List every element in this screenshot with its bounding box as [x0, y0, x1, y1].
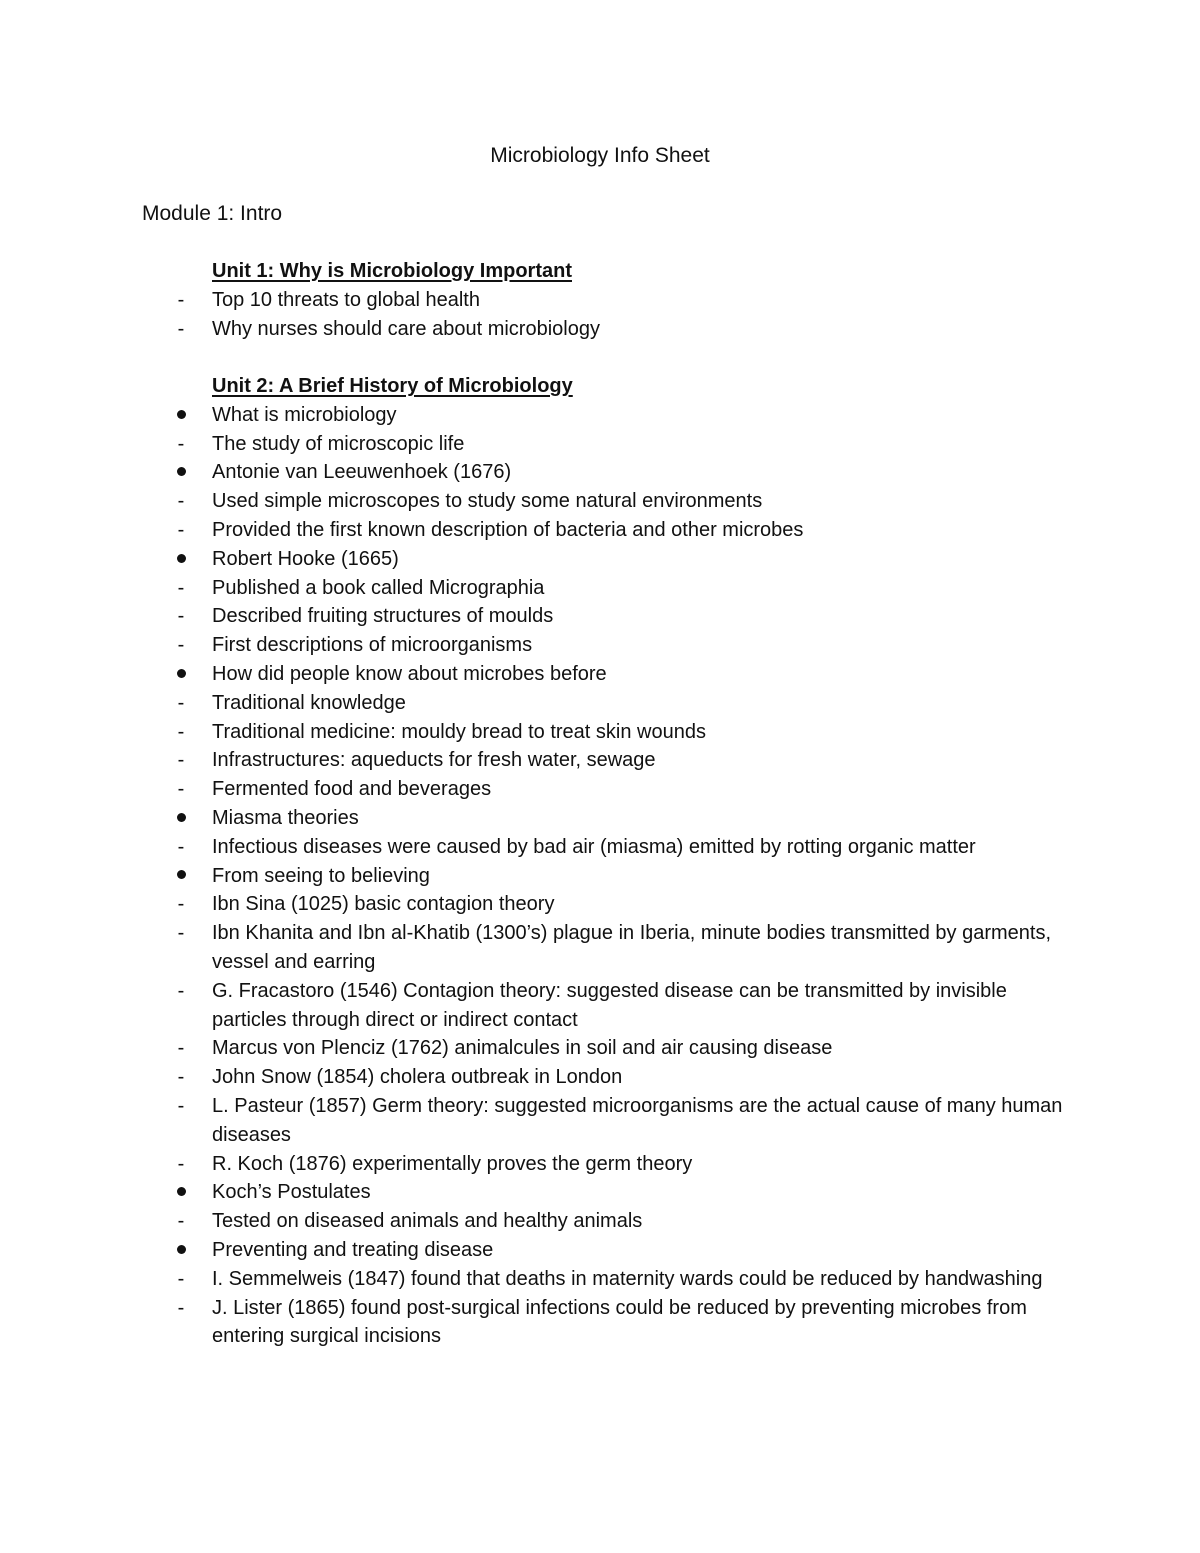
document-title: Microbiology Info Sheet [490, 144, 710, 167]
bullet-list-item [0, 1236, 1200, 1265]
unit-1-list [0, 286, 1200, 344]
list-item-text: J. Lister (1865) found post-surgical infections could be reduced by preventing microbes from entering surgical incisions [212, 1296, 1027, 1348]
dash-list-item [0, 315, 1200, 344]
dash-list-item [0, 1294, 1200, 1352]
bullet-list-item [0, 1178, 1200, 1207]
list-item-text: Koch’s Postulates [212, 1181, 371, 1204]
bullet-icon [174, 862, 188, 891]
bullet-list-item [0, 545, 1200, 574]
dash-marker-icon [174, 919, 188, 948]
dash-marker-icon [174, 833, 188, 862]
list-item-text: Miasma theories [212, 806, 359, 829]
dash-list-item [0, 1150, 1200, 1179]
bullet-list-item [0, 458, 1200, 487]
list-item-text: G. Fracastoro (1546) Contagion theory: suggested disease can be transmitted by invisible particles through direct or indirect contact [212, 979, 1007, 1031]
dash-marker-icon [174, 286, 188, 315]
list-item-text: Preventing and treating disease [212, 1238, 494, 1261]
unit-heading: Unit 2: A Brief History of Microbiology [212, 375, 573, 397]
list-item-text: Marcus von Plenciz (1762) animalcules in soil and air causing disease [212, 1037, 833, 1060]
dash-marker-icon [174, 718, 188, 747]
list-item-text: Ibn Sina (1025) basic contagion theory [212, 893, 555, 916]
dash-marker-icon [174, 1265, 188, 1294]
bullet-icon [174, 804, 188, 833]
dash-marker-icon [174, 1092, 188, 1121]
list-item-text: From seeing to believing [212, 864, 430, 887]
bullet-icon [174, 1236, 188, 1265]
bullet-icon [174, 458, 188, 487]
list-item-text: Robert Hooke (1665) [212, 547, 399, 570]
dash-list-item [0, 689, 1200, 718]
dash-list-item [0, 977, 1200, 1035]
dash-marker-icon [174, 602, 188, 631]
dash-list-item [0, 516, 1200, 545]
dash-marker-icon [174, 516, 188, 545]
list-item-text: John Snow (1854) cholera outbreak in London [212, 1066, 623, 1089]
unit-2-section [0, 372, 1200, 1351]
dash-list-item [0, 1265, 1200, 1294]
unit-2-list [0, 401, 1200, 1351]
dash-marker-icon [174, 487, 188, 516]
dash-marker-icon [174, 746, 188, 775]
dash-marker-icon [174, 1063, 188, 1092]
bullet-icon [174, 1178, 188, 1207]
dash-marker-icon [174, 689, 188, 718]
list-item-text: Tested on diseased animals and healthy animals [212, 1210, 643, 1233]
bullet-list-item [0, 862, 1200, 891]
dash-list-item [0, 430, 1200, 459]
unit-1-section [0, 257, 1200, 343]
bullet-icon [174, 401, 188, 430]
list-item-text: First descriptions of microorganisms [212, 634, 533, 657]
dash-marker-icon [174, 1207, 188, 1236]
list-item-text: I. Semmelweis (1847) found that deaths in maternity wards could be reduced by handwashing [212, 1267, 1043, 1290]
dash-list-item [0, 833, 1200, 862]
list-item-text: R. Koch (1876) experimentally proves the germ theory [212, 1152, 693, 1175]
list-item-text: The study of microscopic life [212, 432, 465, 455]
dash-list-item [0, 775, 1200, 804]
bullet-list-item [0, 660, 1200, 689]
dash-list-item [0, 574, 1200, 603]
dash-list-item [0, 602, 1200, 631]
bullet-list-item [0, 804, 1200, 833]
list-item-text: Traditional medicine: mouldy bread to treat skin wounds [212, 720, 706, 743]
unit-heading: Unit 1: Why is Microbiology Important [212, 260, 572, 282]
dash-marker-icon [174, 1294, 188, 1323]
bullet-icon [174, 660, 188, 689]
list-item-text: Published a book called Micrographia [212, 576, 545, 599]
dash-list-item [0, 919, 1200, 977]
list-item-text: Infrastructures: aqueducts for fresh water, sewage [212, 749, 656, 772]
list-item-text: Provided the first known description of bacteria and other microbes [212, 518, 804, 541]
dash-list-item [0, 487, 1200, 516]
dash-marker-icon [174, 977, 188, 1006]
dash-marker-icon [174, 890, 188, 919]
dash-marker-icon [174, 1034, 188, 1063]
dash-list-item [0, 890, 1200, 919]
list-item-text: Traditional knowledge [212, 691, 406, 714]
dash-list-item [0, 286, 1200, 315]
list-item-text: Ibn Khanita and Ibn al-Khatib (1300’s) plague in Iberia, minute bodies transmitted by garments, vessel and earring [212, 922, 1052, 973]
dash-list-item [0, 746, 1200, 775]
module-title: Module 1: Intro [142, 202, 283, 225]
dash-marker-icon [174, 430, 188, 459]
dash-list-item [0, 718, 1200, 747]
list-item-text: Fermented food and beverages [212, 778, 492, 801]
list-item-text: Infectious diseases were caused by bad air (miasma) emitted by rotting organic matter [212, 835, 976, 858]
dash-list-item [0, 1092, 1200, 1150]
list-item-text: Top 10 threats to global health [212, 288, 480, 311]
list-item-text: Why nurses should care about microbiology [212, 317, 600, 340]
dash-marker-icon [174, 315, 188, 344]
dash-marker-icon [174, 631, 188, 660]
list-item-text: Used simple microscopes to study some natural environments [212, 490, 763, 513]
dash-marker-icon [174, 775, 188, 804]
list-item-text: What is microbiology [212, 403, 397, 426]
list-item-text: L. Pasteur (1857) Germ theory: suggested microorganisms are the actual cause of many human diseases [212, 1094, 1063, 1146]
dash-list-item [0, 1063, 1200, 1092]
dash-list-item [0, 1207, 1200, 1236]
dash-marker-icon [174, 1150, 188, 1179]
list-item-text: Antonie van Leeuwenhoek (1676) [212, 461, 512, 484]
dash-list-item [0, 631, 1200, 660]
list-item-text: How did people know about microbes before [212, 662, 607, 685]
list-item-text: Described fruiting structures of moulds [212, 605, 554, 628]
bullet-icon [174, 545, 188, 574]
bullet-list-item [0, 401, 1200, 430]
dash-list-item [0, 1034, 1200, 1063]
dash-marker-icon [174, 574, 188, 603]
